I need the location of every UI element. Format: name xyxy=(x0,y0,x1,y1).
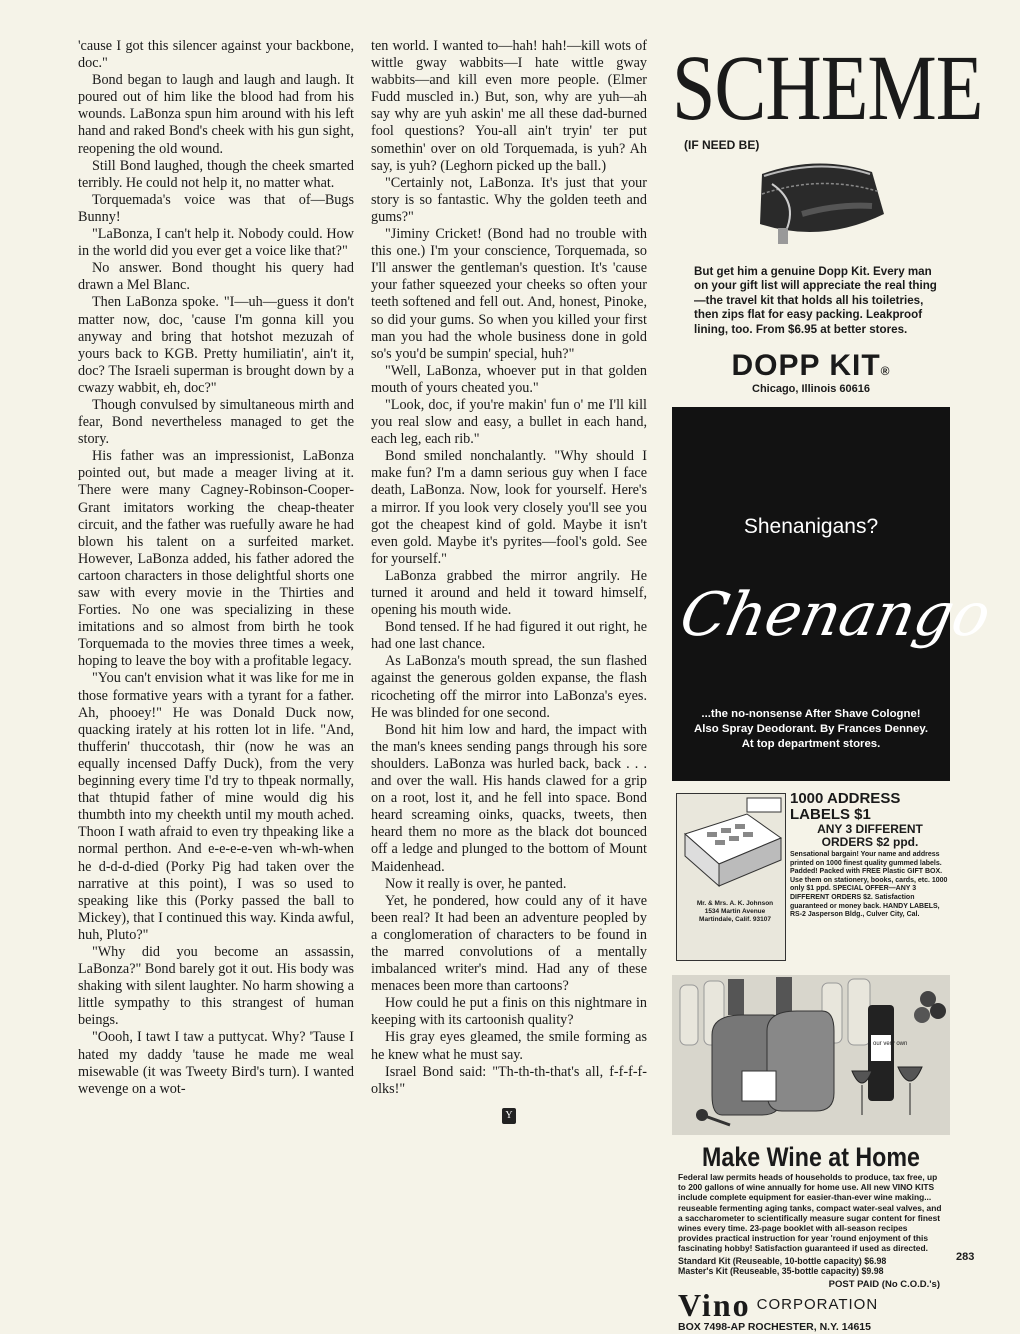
postpaid-note: POST PAID (No C.O.D.'s) xyxy=(828,1278,940,1290)
chenango-line-2: Also Spray Deodorant. By Frances Denney. xyxy=(694,723,928,736)
vino-address: BOX 7498-AP ROCHESTER, N.Y. 14615 xyxy=(678,1320,871,1333)
story-paragraph: 'cause I got this silencer against your backbone, doc." xyxy=(78,38,354,72)
story-paragraph: How could he put a finis on this nightmare in keeping with its cartoonish quality? xyxy=(371,995,647,1029)
dopp-kit-ad xyxy=(672,35,983,396)
story-paragraph: Bond began to laugh and laugh and laugh. It poured out of him like the blood had from his wounds. LaBonza spun him around with his left hand and raked Bond's cheek with his gun sight, reopening the old wound. xyxy=(78,72,354,157)
vino-corporation: CORPORATION xyxy=(756,1296,879,1314)
story-paragraph: Torquemada's voice was that of—Bugs Bunny! xyxy=(78,191,354,225)
story-paragraph: "Oooh, I tawt I taw a puttycat. Why? 'Tause I hated my daddy 'tause he made me weal misewable (it was Tweety Bird's turn). I wanted wevenge on a wot- xyxy=(78,1029,354,1097)
vino-logo: Vino xyxy=(678,1286,751,1323)
sample-address xyxy=(685,900,785,924)
vino-logo-row xyxy=(678,1286,944,1323)
story-paragraph: No answer. Bond thought his query had drawn a Mel Blanc. xyxy=(78,260,354,294)
chenango-line-1: ...the no-nonsense After Shave Cologne! xyxy=(701,708,921,721)
chenango-body xyxy=(672,707,950,752)
wine-kit-image xyxy=(672,975,950,1135)
wine-body: Federal law permits heads of households to produce, tax free, up to 200 gallons of wine annually for home use. All new VINO KITS include complete equipment for easier-than-ever wine making... reuseable fermenting aging tanks, compact water-seal valves, and a saccharometer to scientifically measure sugar content for finest wines every time. 23-page booklet with all-season recipes provides practical instruction for year 'round enjoyment of this fascinating hobby! Satisfaction guaranteed if used as directed. xyxy=(678,1172,942,1254)
story-paragraph: His gray eyes gleamed, the smile forming as he knew what he must say. xyxy=(371,1029,647,1063)
story-paragraph: ten world. I wanted to—hah! hah!—kill wots of wittle gway wabbits—I hate wittle gway wabbits—and kill even more people. (Elmer Fudd muscled in.) But, son, why are yuh—ah say why are yuh askin' me all these dad-burned fool questions? You-all ain't tryin' ter put somethin' over on old Torquemada, is yuh? Ah say, is yuh? (Leghorn picked up the ball.) xyxy=(371,38,647,174)
story-paragraph: "Why did you become an assassin, LaBonza?" Bond barely got it out. His body was shaking with silent laughter. No harm showing a little sympathy to this strangest of human beings. xyxy=(78,943,354,1029)
if-need-be-subhead: (IF NEED BE) xyxy=(684,138,760,152)
sample-city: Martindale, Calif. 93107 xyxy=(699,916,771,924)
address-labels-ad xyxy=(672,789,950,969)
story-paragraph: As LaBonza's mouth spread, the sun flashed against the generous golden expanse, the flash ricocheting off the mirror into LaBonza's eyes. He was blinded for one second. xyxy=(371,653,647,721)
story-paragraph: Bond tensed. If he had figured it out right, he had one last chance. xyxy=(371,619,647,653)
dopp-kit-logo xyxy=(672,349,950,383)
story-paragraph: Now it really is over, he panted. xyxy=(385,875,567,892)
labels-ad-text xyxy=(790,791,950,920)
scheme-headline: SCHEME xyxy=(672,35,983,140)
sample-name: Mr. & Mrs. A. K. Johnson xyxy=(696,900,774,908)
chenango-line-3: At top department stores. xyxy=(741,738,881,751)
story-column-1 xyxy=(78,38,354,1098)
labels-body: Sensational bargain! Your name and address printed on 1000 finest quality gummed labels. Padded! Packed with FREE Plastic GIFT BOX. Use them on stationery, books, cards, etc. 1000 only $1 ppd. SPECIAL OFFER—ANY 3 DIFFERENT ORDERS $2. Satisfaction guaranteed or money back. HANDY LABELS, RS-2 Jasperson Bldg., Culver City, Cal. xyxy=(790,851,948,919)
page-number: 283 xyxy=(956,1251,975,1263)
dopp-kit-location: Chicago, Illinois 60616 xyxy=(752,383,870,396)
chenango-ad xyxy=(672,407,997,781)
story-paragraph: Bond hit him low and hard, the impact with the man's knees sending pangs through his sore shoulders. LaBonza was hurled back, back . . . and over the wall. His hands clawed for a grip on a root, lost it, and he fell into space. Bond heard screaming oinks, quacks, tweets, then heard them no more as the black dot bounced off a ledge and plunged to the bottom of Mount Maidenhead. xyxy=(371,721,647,875)
masters-kit-price: Master's Kit (Reuseable, 35-bottle capacity) $9.98 xyxy=(678,1266,884,1277)
story-paragraph: Though convulsed by simultaneous mirth and fear, Bond nevertheless managed to get the story. xyxy=(78,396,354,448)
label-box-image xyxy=(676,793,786,961)
story-paragraph: His father was an impressionist, LaBonza pointed out, but made a meager living at it. There were many Cagney-Robinson-Cooper-Grant imitators working the cheap-theater circuit, and the father was ruefully aware he had blown his talent on a surfeited market. However, LaBonza added, his father adored the cartoon characters in those delightful shorts one saw with every movie in the Thirties and Forties. No one was specializing in these imitations and so almost from birth he took Torquemada to the movies three times a week, hoping to leave the boy with a profitable legacy. xyxy=(78,448,354,670)
story-paragraph: Israel Bond said: "Th-th-th-that's all, f-f-f-f-olks!" xyxy=(371,1063,647,1097)
story-paragraph: "Well, LaBonza, whoever put in that golden mouth of yours cheated you." xyxy=(371,362,647,396)
story-paragraph: Still Bond laughed, though the cheek smarted terribly. He could not help it, no matter what. xyxy=(78,157,354,191)
story-paragraph: "LaBonza, I can't help it. Nobody could. How in the world did you ever get a voice like that?" xyxy=(78,226,354,260)
bunny-logo-icon: Y xyxy=(502,1108,516,1124)
story-column-2 xyxy=(371,38,647,1124)
chenango-script-logo xyxy=(674,557,997,667)
sample-street: 1534 Martin Avenue xyxy=(704,908,766,916)
wine-headline: Make Wine at Home xyxy=(702,1142,920,1173)
dopp-kit-brand: DOPP KIT xyxy=(731,349,881,383)
story-paragraph: "You can't envision what it was like for me in those formative years with a tyrant for a father. Ah, phooey!" He was Donald Duck now, quacking irately at his rotten lot in life. "And, thufferin' thuccotash, thir (now he was an equally incensed Daffy Duck), from the very beginning every time I'd try to thpeak normally, that thtupid father of mine would dig his thumbth into my cheekth until my mouth ached. Thoon I wath afraid to even try thpeaking like a normal perthon. And e-e-e-e-ven wh-wh-when he d-d-d-died (Porky Pig had taken over the narrative at this point), I was so used to speaking like this (Porky passed the ball to Mickey), that I continued this way. Kinda awful, huh, Pluto?" xyxy=(78,670,354,943)
chenango-script-text: Chenango xyxy=(674,580,997,650)
story-paragraph: Then LaBonza spoke. "I—uh—guess it don't matter now, doc, 'cause I'm gonna kill you anyway and bring that hotshot mezuzah of yours back to KGB. Pretty humiliatin', ain't it, doc? The Israeli superman is brought down by a cwazy wabbit, eh, doc?" xyxy=(78,294,354,396)
bottle-label-text: our very own xyxy=(873,1041,908,1048)
story-paragraph: Bond smiled nonchalantly. "Why should I make fun? I'm a damn serious guy when I face death, LaBonza. Now, look for yourself. Here's a mirror. If you look very closely you'll see you got the cheapest kind of gold. Maybe it isn't even gold. Maybe it's pyrites—fool's gold. See for yourself." xyxy=(371,448,647,567)
story-paragraph: "Certainly not, LaBonza. It's just that your story is so fantastic. Why the golden teeth and gums?" xyxy=(371,174,647,225)
story-paragraph: "Look, doc, if you're makin' fun o' me I'll kill you real slow and easy, a bullet in each hand, each leg, each rib." xyxy=(371,396,647,448)
registered-mark: ® xyxy=(880,364,891,379)
vino-wine-ad xyxy=(672,975,950,1333)
dopp-kit-bag-image xyxy=(742,144,892,254)
story-paragraph: Yet, he pondered, how could any of it have been real? It had been an adventure peopled by a conglomeration of characters to be found in the marred convolutions of a mentally imbalanced writer's mind. Had any of these menaces been more than cartoons? xyxy=(371,892,647,995)
story-paragraph: "Jiminy Cricket! (Bond had no trouble with this one.) I'm your conscience, Torquemada, so I'll answer the gentleman's question. It's 'cause your father squeezed your cheeks so often your teeth softened and fell out. And, honest, Pinoke, so did your gums. So when you killed your first man you had the whole business done in gold so's you'd be sumpin' special, huh?" xyxy=(371,226,647,362)
end-of-story-mark xyxy=(371,1106,647,1124)
chenango-question: Shenanigans? xyxy=(743,515,879,539)
labels-headline: 1000 ADDRESS LABELS $1 xyxy=(790,790,901,824)
labels-subhead: ANY 3 DIFFERENT ORDERS $2 ppd. xyxy=(817,822,923,850)
standard-kit-price: Standard Kit (Reuseable, 10-bottle capacity) $6.98 xyxy=(678,1255,887,1266)
story-paragraph: LaBonza grabbed the mirror angrily. He turned it around and held it toward himself, opening his mouth wide. xyxy=(371,567,647,619)
gift-box-illustration xyxy=(677,794,785,894)
dopp-kit-body: But get him a genuine Dopp Kit. Every man on your gift list will appreciate the real thing—the travel kit that holds all his toiletries, then zips flat for easy packing. Leakproof lining, too. From $6.95 at better stores. xyxy=(694,265,937,336)
